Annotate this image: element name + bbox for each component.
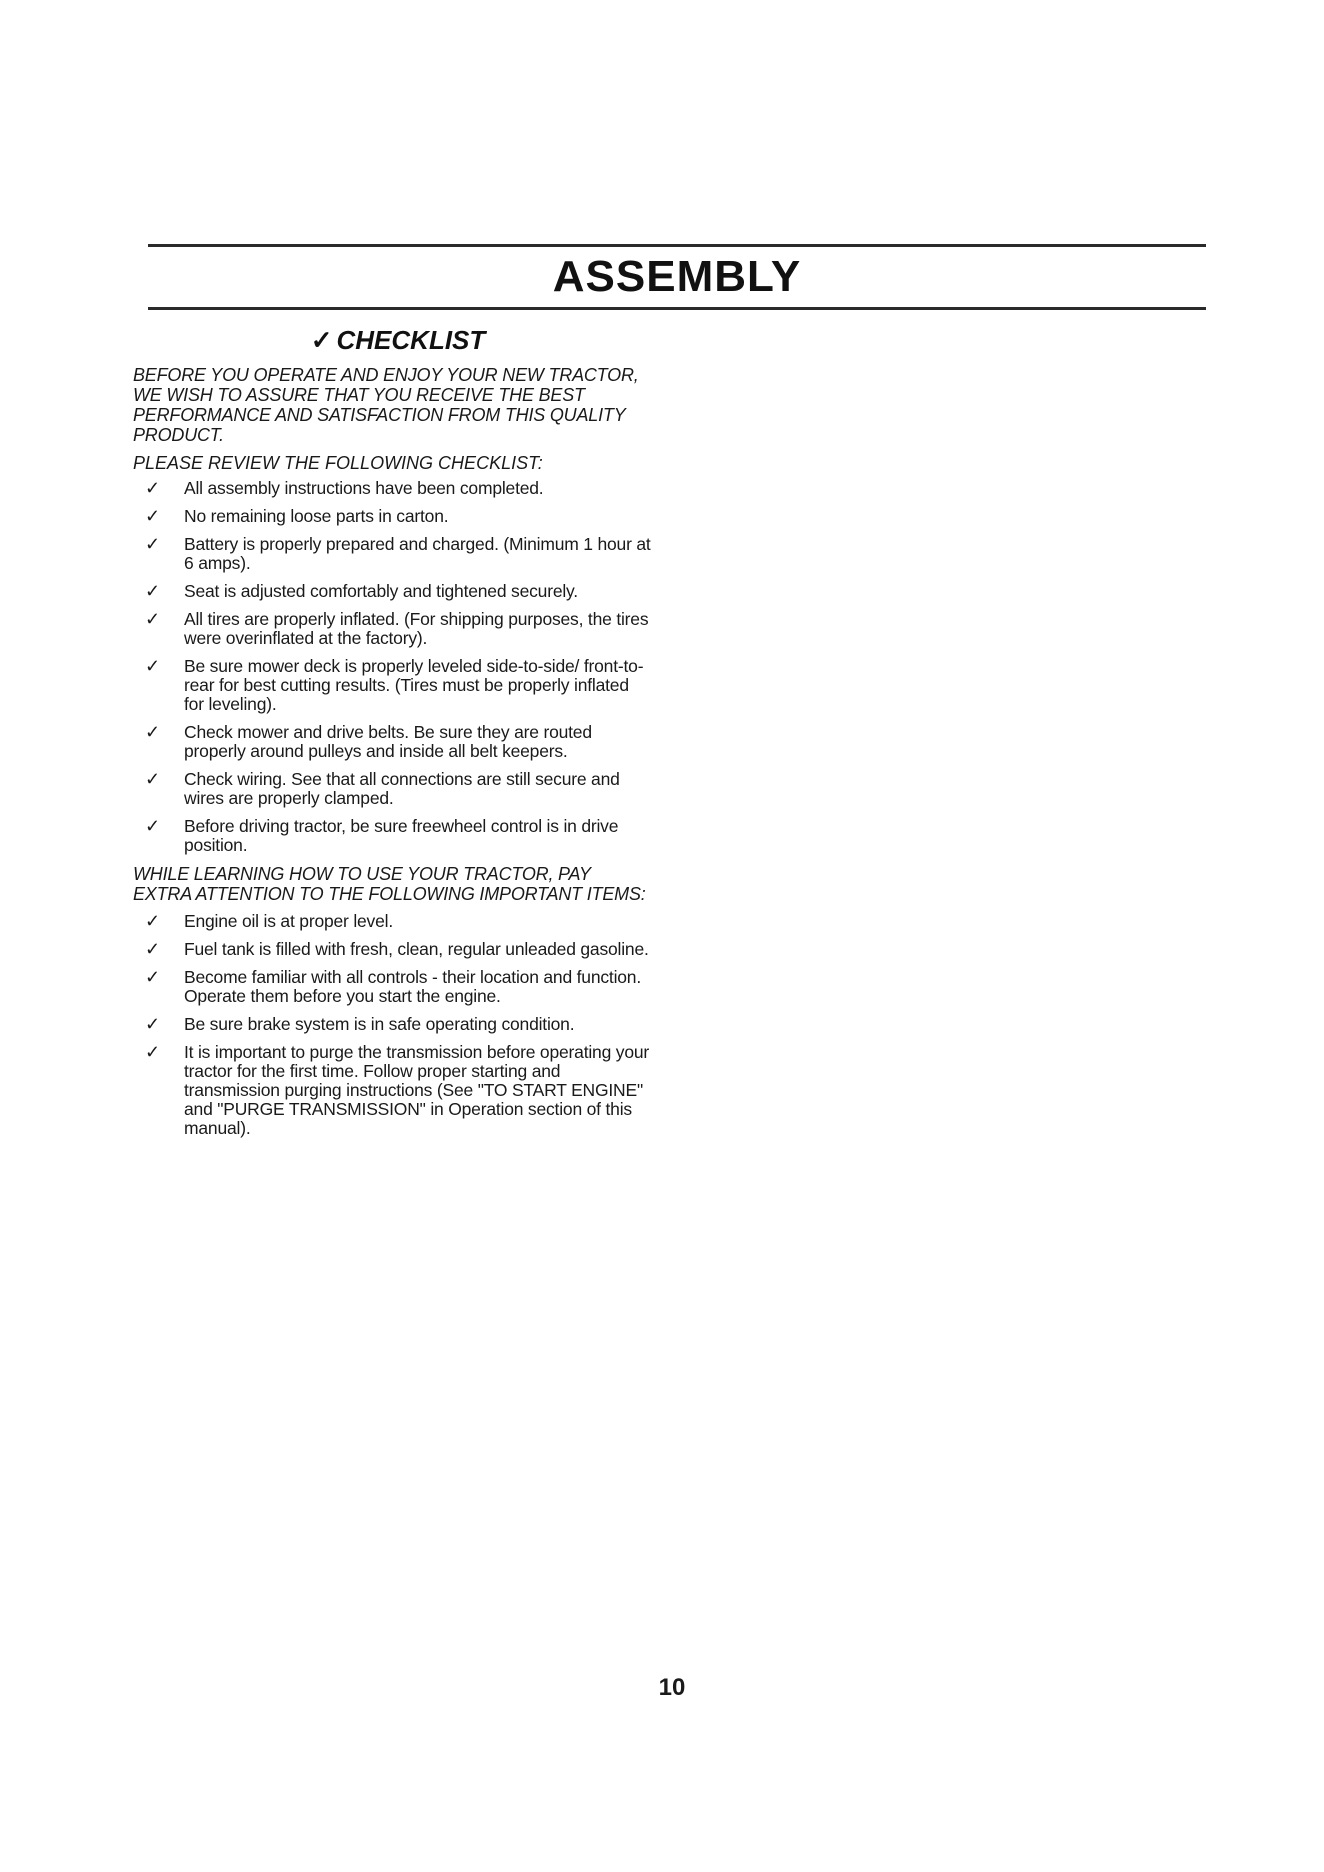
attention-item-text: Be sure brake system is in safe operating condition.: [184, 1014, 575, 1034]
checklist-item: [133, 479, 653, 498]
check-icon: ✓: [145, 534, 160, 554]
checklist-items: [133, 479, 653, 855]
checklist-item-text: Battery is properly prepared and charged. (Minimum 1 hour at 6 amps).: [184, 534, 651, 573]
page-number: 10: [658, 1674, 686, 1701]
checklist-item-text: Be sure mower deck is properly leveled side-to-side/ front-to-rear for best cutting results. (Tires must be properly inflated for leveling).: [184, 656, 644, 714]
check-icon: ✓: [145, 478, 160, 498]
check-icon: ✓: [145, 609, 160, 629]
checklist-item-text: Check mower and drive belts. Be sure they are routed properly around pulleys and inside all belt keepers.: [184, 722, 592, 761]
checklist-heading-text: CHECKLIST: [336, 325, 486, 355]
checklist-intro: BEFORE YOU OPERATE AND ENJOY YOUR NEW TRACTOR, WE WISH TO ASSURE THAT YOU RECEIVE THE BEST PERFORMANCE AND SATISFACTION FROM THIS QUALITY PRODUCT.: [133, 365, 639, 445]
checklist-item: [133, 657, 653, 714]
attention-item: [133, 912, 653, 931]
check-icon: ✓: [145, 722, 160, 742]
checklist-item: [133, 535, 653, 573]
check-icon: ✓: [145, 506, 160, 526]
attention-item-text: Become familiar with all controls - their location and function. Operate them before you start the engine.: [184, 967, 641, 1006]
attention-item-text: It is important to purge the transmission before operating your tractor for the first time. Follow proper starting and transmission purging instructions (See "TO START ENGINE" and "PURGE TRANSMISSION" in Operation section of this manual).: [184, 1042, 650, 1138]
header-rule-bottom: [148, 307, 1206, 310]
check-icon: ✓: [145, 581, 160, 601]
check-icon: ✓: [310, 325, 333, 355]
check-icon: ✓: [145, 1042, 160, 1062]
checklist-item-text: Seat is adjusted comfortably and tightened securely.: [184, 581, 578, 601]
check-icon: ✓: [145, 769, 160, 789]
checklist-item-text: All tires are properly inflated. (For shipping purposes, the tires were overinflated at the factory).: [184, 609, 649, 648]
attention-item: [133, 1015, 653, 1034]
section-title: ASSEMBLY: [552, 252, 802, 301]
checklist-item: [133, 817, 653, 855]
review-label: PLEASE REVIEW THE FOLLOWING CHECKLIST:: [133, 453, 543, 473]
checklist-item: [133, 723, 653, 761]
attention-item: [133, 968, 653, 1006]
checklist-item: [133, 770, 653, 808]
attention-item-text: Fuel tank is filled with fresh, clean, regular unleaded gasoline.: [184, 939, 649, 959]
attention-items: [133, 912, 653, 1138]
check-icon: ✓: [145, 816, 160, 836]
attention-item: [133, 940, 653, 959]
check-icon: ✓: [145, 1014, 160, 1034]
check-icon: ✓: [145, 967, 160, 987]
checklist-column: [133, 323, 653, 1147]
checklist-item-text: Before driving tractor, be sure freewheel control is in drive position.: [184, 816, 619, 855]
attention-intro: WHILE LEARNING HOW TO USE YOUR TRACTOR, PAY EXTRA ATTENTION TO THE FOLLOWING IMPORTANT ITEMS:: [133, 864, 646, 904]
check-icon: ✓: [145, 939, 160, 959]
attention-item-text: Engine oil is at proper level.: [184, 911, 393, 931]
checklist-item: [133, 507, 653, 526]
attention-item: [133, 1043, 653, 1138]
checklist-item-text: All assembly instructions have been completed.: [184, 478, 544, 498]
check-icon: ✓: [145, 656, 160, 676]
check-icon: ✓: [145, 911, 160, 931]
checklist-heading: [133, 323, 653, 357]
checklist-item: [133, 610, 653, 648]
checklist-item-text: No remaining loose parts in carton.: [184, 506, 449, 526]
header-rule-top: [148, 244, 1206, 247]
checklist-item: [133, 582, 653, 601]
checklist-item-text: Check wiring. See that all connections are still secure and wires are properly clamped.: [184, 769, 620, 808]
